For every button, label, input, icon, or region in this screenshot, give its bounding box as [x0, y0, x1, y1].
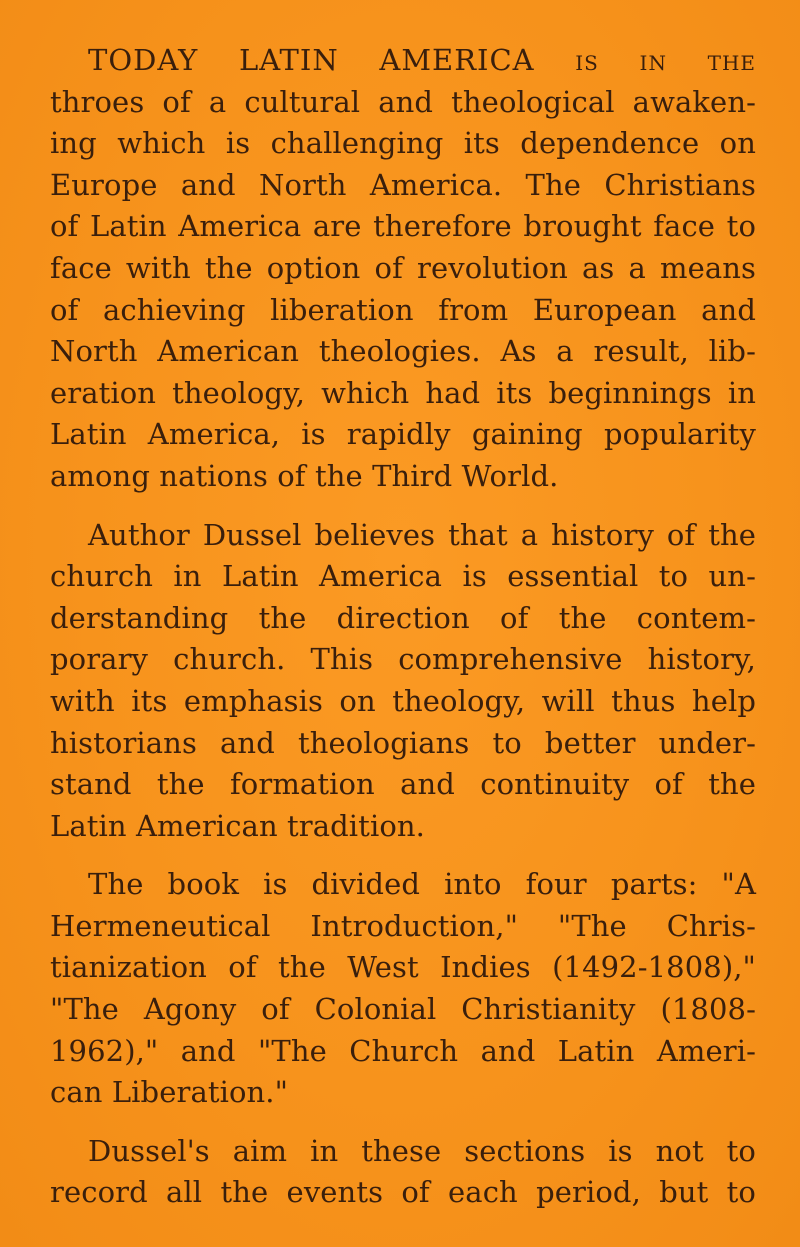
text-line: of achieving liberation from European and	[50, 292, 756, 327]
text-line: porary church. This comprehensive history,	[50, 642, 756, 677]
text-line: with its emphasis on theology, will thus help	[50, 683, 756, 718]
text-line: Dussel's aim in these sections is not to	[88, 1133, 756, 1168]
text-line: "The Agony of Colonial Christianity (1808-	[50, 992, 756, 1027]
text-line: church in Latin America is essential to un-	[50, 559, 756, 594]
text-line: Latin America, is rapidly gaining popularity	[50, 417, 756, 452]
text-line: among nations of the Third World.	[50, 458, 559, 493]
text-line: throes of a cultural and theological awaken-	[50, 84, 756, 119]
paragraph-dussel-aim	[50, 1131, 756, 1214]
text-line: Latin American tradition.	[50, 808, 425, 843]
text-line: The book is divided into four parts: "A	[88, 867, 756, 902]
text-line: 1962)," and "The Church and Latin Ameri-	[50, 1033, 756, 1068]
paragraph-book-parts	[50, 864, 756, 1114]
text-line: tianization of the West Indies (1492-1808),"	[50, 950, 756, 985]
paragraph-author-belief	[50, 515, 756, 848]
text-line: Author Dussel believes that a history of the	[88, 517, 756, 552]
text-line: TODAY LATIN AMERICA is in the	[88, 43, 756, 77]
text-line: North American theologies. As a result, lib-	[50, 334, 756, 369]
text-line: record all the events of each period, but to	[50, 1175, 756, 1210]
text-line: historians and theologians to better under-	[50, 725, 756, 760]
paragraph-intro	[50, 40, 756, 498]
text-line: derstanding the direction of the contem-	[50, 600, 756, 635]
text-line: of Latin America are therefore brought face to	[50, 209, 756, 244]
text-line: eration theology, which had its beginnings in	[50, 375, 756, 410]
text-line: Europe and North America. The Christians	[50, 167, 756, 202]
text-line: Hermeneutical Introduction," "The Chris-	[50, 908, 756, 943]
text-line: face with the option of revolution as a means	[50, 250, 756, 285]
text-line: ing which is challenging its dependence on	[50, 126, 756, 161]
text-line: can Liberation."	[50, 1075, 289, 1110]
text-line: stand the formation and continuity of the	[50, 767, 756, 802]
